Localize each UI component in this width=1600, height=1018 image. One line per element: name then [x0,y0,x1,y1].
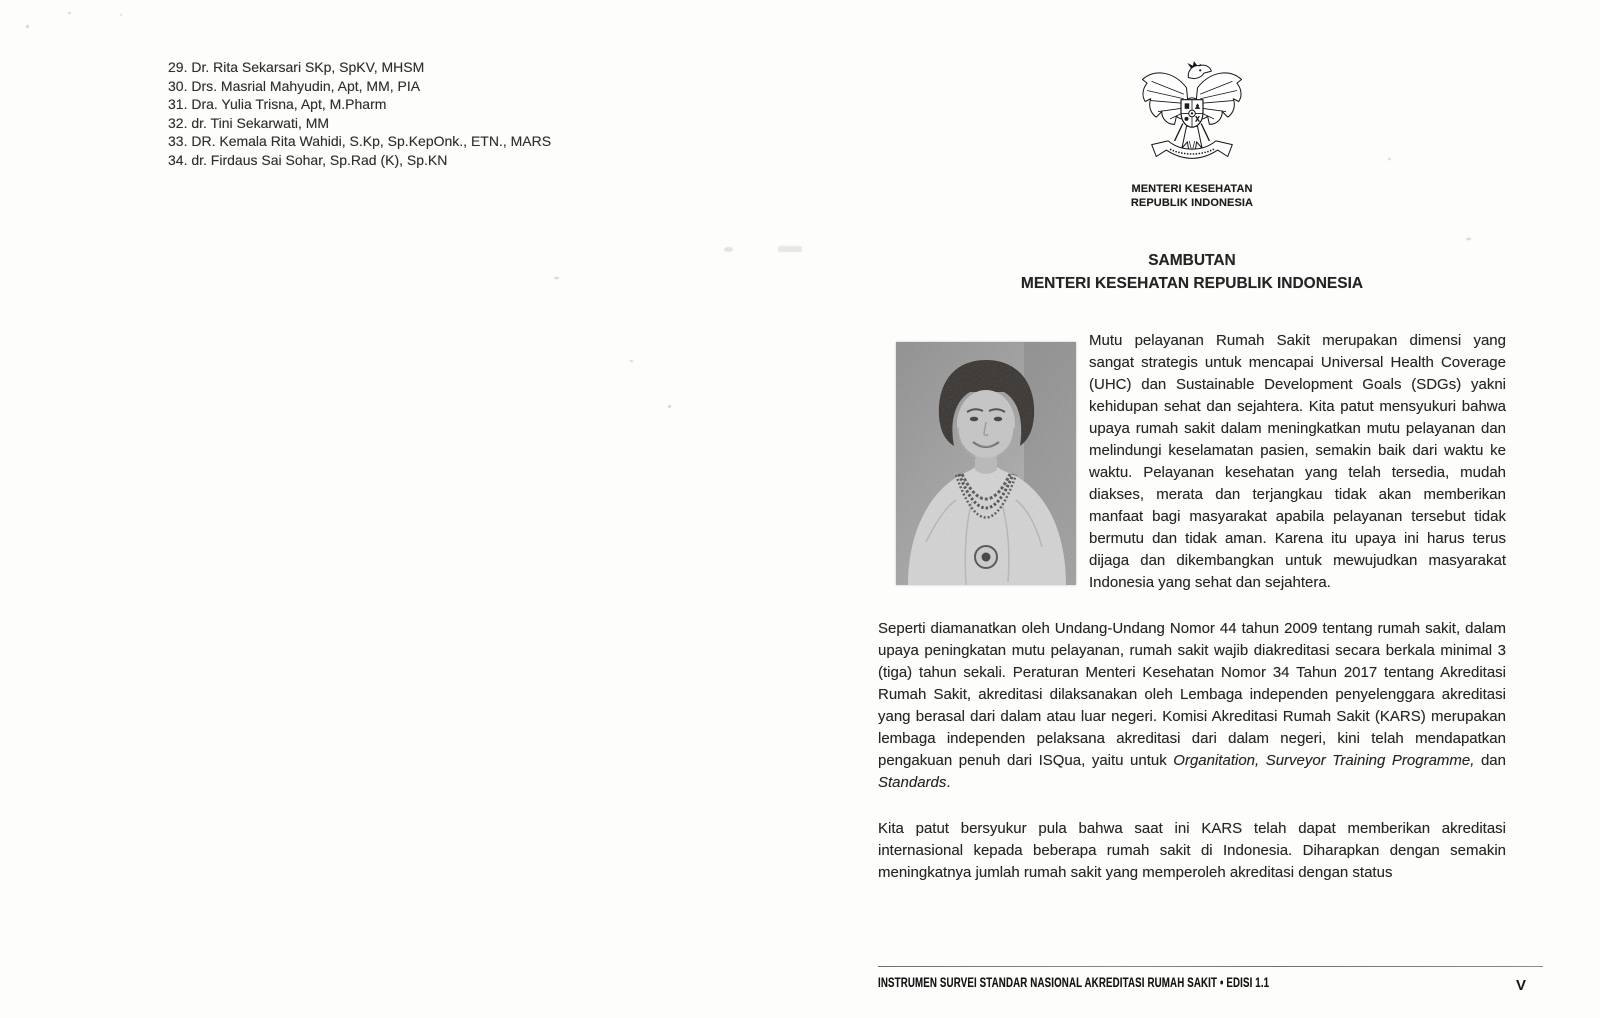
scan-speck [778,246,802,252]
list-item: 31. Dra. Yulia Trisna, Apt, M.Pharm [168,96,387,112]
paragraph-2-end: . [946,774,951,791]
garuda-pancasila-icon [1137,163,1247,180]
list-item: 32. dr. Tini Sekarwati, MM [168,114,330,131]
scan-speck [26,25,29,28]
footer-divider [878,966,1543,967]
foreword-body [878,330,1506,884]
paragraph-2-italic-terms: Organitation, Surveyor Training Programme, [1173,752,1475,769]
scan-speck [1466,238,1471,240]
list-item: 34. dr. Firdaus Sai Sohar, Sp.Rad (K), Sp.KN [168,151,448,168]
paragraph-2-main: Seperti diamanatkan oleh Undang-Undang Nomor 44 tahun 2009 tentang rumah sakit, dalam upaya peningkatan mutu pelayanan, rumah sakit wajib diakreditasi secara berkala minimal 3 (tiga) tahun sekali. Peraturan Menteri Kesehatan Nomor 34 Tahun 2017 tentang Akreditasi Rumah Sakit, akreditasi dilaksanakan oleh Lembaga independen penyelenggara akreditasi yang berasal dari dalam atau luar negeri. Komisi Akreditasi Rumah Sakit (KARS) merupakan lembaga independen pelaksana akreditasi dari dalam negeri, kini telah mendapatkan pengakuan penuh dari ISQua, yaitu untuk [878,620,1506,769]
list-item: 29. Dr. Rita Sekarsari SKp, SpKV, MHSM [168,59,425,75]
committee-list [168,58,551,169]
letterhead [878,60,1506,210]
paragraph-1 [878,330,1506,594]
scan-speck [120,14,122,16]
scan-speck [630,360,633,362]
scan-speck [1388,158,1391,160]
letterhead-ministry-name [878,183,1506,210]
letterhead-line2: REPUBLIK INDONESIA [1130,196,1254,209]
paragraph-2-mid: dan [1474,752,1506,769]
list-item: 30. Drs. Masrial Mahyudin, Apt, MM, PIA [168,77,421,94]
paragraph-1-text: Mutu pelayanan Rumah Sakit merupakan dimensi yang sangat strategis untuk mencapai Universal Health Coverage (UHC) dan Sustainable Development Goals (SDGs) yakni kehidupan sehat dan sejahtera. Kita patut mensyukuri bahwa upaya rumah sakit dalam meningkatkan mutu pelayanan dan melindungi keselamatan pasien, semakin baik dari waktu ke waktu. Pelayanan kesehatan yang telah tersedia, mudah diakses, merata dan terjangkau tidak akan memberikan manfaat bagi masyarakat apabila pelayanan tersebut tidak bermutu dan tidak aman. Karena itu upaya ini harus terus dijaga dan dikembangkan untuk mewujudkan masyarakat Indonesia yang sehat dan sejahtera. [1089,332,1506,591]
page-number: V [1516,977,1527,994]
scan-speck [724,247,733,252]
foreword-page [878,0,1506,1018]
footer-title: INSTRUMEN SURVEI STANDAR NASIONAL AKREDITASI RUMAH SAKIT • EDISI 1.1 [878,975,1270,990]
scan-speck [668,405,671,408]
title-line1: SAMBUTAN [1148,252,1236,269]
page-title [878,249,1506,295]
paragraph-2-italic-standards: Standards [878,774,947,791]
scan-speck [554,277,559,279]
list-item: 33. DR. Kemala Rita Wahidi, S.Kp, Sp.KepOnk., ETN., MARS [168,133,552,149]
letterhead-line1: MENTERI KESEHATAN [1131,183,1253,195]
minister-portrait-photo [896,342,1076,585]
paragraph-3: Kita patut bersyukur pula bahwa saat ini KARS telah dapat memberikan akreditasi internasional kepada beberapa rumah sakit di Indonesia. Diharapkan dengan semakin meningkatnya jumlah rumah sakit yang memperoleh akreditasi dengan status [878,820,1506,881]
title-line2: MENTERI KESEHATAN REPUBLIK INDONESIA [1020,275,1364,292]
paragraph-2 [878,618,1506,794]
scan-speck [68,12,71,14]
